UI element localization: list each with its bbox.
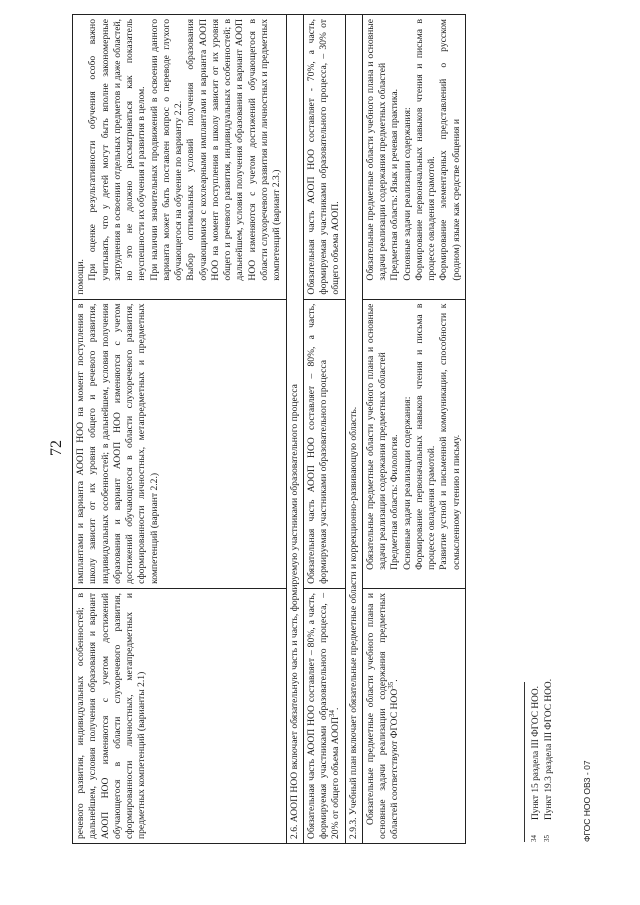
- cell-paragraph: Предметная область: Филология.: [389, 434, 401, 570]
- cell-paragraph: Основные задачи реализации содержания:: [401, 396, 413, 570]
- cell-paragraph: При оценке результативности обучения особо важно учитывать, что у детей могут быть вполне закономерные затруднения в освоении отдельных предметов и даже областей, но это не должно рассматриваться как показатель неуспешности их обучения и развития в целом.: [87, 19, 148, 281]
- cell-text: Обязательные предметные области учебного плана и основные задачи реализации содержания предметных областей соответствуют ФГОС НОО: [364, 592, 401, 839]
- footnote-text: Пункт 19.3 раздела III ФГОС НОО.: [543, 678, 554, 820]
- cell-paragraph: Обязательные предметные области учебного плана и основные задачи реализации содержания предметных областей: [364, 303, 389, 570]
- page-number: 72: [48, 440, 65, 456]
- comparison-table: [72, 14, 466, 844]
- footnotes: [530, 679, 555, 842]
- cell-variant-2-3: [73, 15, 287, 300]
- section-heading-2-6: 2.6. АООП НОО включает обязательную часть и часть, формируемую участниками образовательного процесса: [286, 15, 303, 844]
- table-row: [73, 15, 287, 844]
- cell-text: Обязательная часть АООП НОО составляет – 80%, а часть, формируемая участниками образовательного процесса, – 20% от общего объема АООП: [305, 592, 342, 839]
- cell-variant-2-1: Обязательная часть АООП НОО составляет – 80%, а часть, формируемая участниками образовательного процесса, – 20% от общего объема АООП$^{34}$.: [303, 588, 345, 843]
- cell-text: речевого развития, индивидуальных особенностей; в дальнейшем, условия получения образования и вариант АООП НОО изменяются с учетом достижений обучающегося в области слухоречевого развития, сформированности личностных, метапредметных и предметных компетенций (варианты 2.1): [75, 592, 148, 839]
- cell-variant-2-3: [362, 15, 465, 300]
- cell-paragraph: Выбор оптимальных условий получения образования обучающимися с кохлеарными имплантами и варианта АООП НОО на момент поступления в школу зависит от их уровня общего и речевого развития, индивидуальных особенностей; в дальнейшем, условия получения образования и вариант АООП НОО изменяются с учетом достижений обучающегося в области слухоречевого развития или личностных и предметных компетенций (вариант 2.3.): [185, 19, 283, 281]
- footnote: [530, 679, 543, 842]
- cell-paragraph: помощи.: [75, 259, 86, 295]
- footnote-text: Пункт 15 раздела III ФГОС НОО.: [531, 685, 541, 820]
- footnote-mark: 34: [530, 835, 538, 842]
- table-row: [303, 15, 345, 844]
- table-row: [286, 15, 303, 844]
- cell-paragraph: Предметная область: Язык и речевая практика.: [389, 88, 401, 281]
- table-row: [345, 15, 362, 844]
- cell-paragraph: Формирование первоначальных навыков чтения и письма в процессе овладения грамотой.: [413, 19, 438, 281]
- footnote-mark: 35: [542, 835, 551, 842]
- cell-paragraph: Основные задачи реализации содержания:: [401, 107, 413, 281]
- cell-variant-2-2: [362, 299, 465, 588]
- cell-variant-2-3: [303, 15, 345, 300]
- cell-paragraph: Обязательные предметные области учебного плана и основные задачи реализации содержания предметных областей: [364, 19, 389, 281]
- cell-paragraph: Формирование первоначальных навыков чтения и письма в процессе овладения грамотой.: [413, 303, 438, 570]
- footnote: [543, 679, 556, 842]
- cell-paragraph: Развитие устной и письменной коммуникации, способности к осмысленному чтению и письму.: [438, 303, 462, 570]
- cell-variant-2-2: [303, 299, 345, 588]
- footnote-separator: [524, 682, 525, 842]
- cell-text: имплантами и варианта АООП НОО на момент поступления в школу зависит от их уровня общего и речевого развития, индивидуальных особенностей; в дальнейшем, условия получения образования и вариант АООП НОО изменяются с учетом достижений обучающегося в области слухоречевого развития, сформированности личностных, метапредметных и предметных компетенций (вариант 2.2.): [75, 303, 160, 584]
- document-code: ФГОС НОО ОВЗ - 07: [582, 760, 592, 842]
- cell-variant-2-1: Обязательные предметные области учебного плана и основные задачи реализации содержания предметных областей соответствуют ФГОС НОО$^{35}$.: [362, 588, 465, 843]
- cell-text: Обязательная часть АООП НОО составляет - 70%, а часть, формируемая участниками образовательного процесса, – 30% от общего объема АООП.: [305, 19, 342, 295]
- cell-variant-2-1: [73, 588, 287, 843]
- rotated-page: [46, 6, 606, 886]
- footnote-ref: 34: [328, 709, 337, 717]
- section-heading-2-9-3: 2.9.3. Учебный план включает обязательные предметные области и коррекционно-развивающую область.: [345, 15, 362, 844]
- table-row: [362, 15, 465, 844]
- footnote-ref: 35: [387, 681, 396, 689]
- cell-text: Обязательная часть АООП НОО составляет – 80%, а часть, формируемая участниками образовательного процесса: [305, 303, 330, 584]
- cell-paragraph: Формирование элементарных представлений о русском (родном) языке как средстве общения и: [438, 19, 462, 281]
- cell-paragraph: При наличии значительных продвижений в освоении данного варианта может быть поставлен вопрос о переводе глухого обучающегося на обучение по варианту 2.2.: [148, 19, 185, 281]
- cell-variant-2-2: [73, 299, 287, 588]
